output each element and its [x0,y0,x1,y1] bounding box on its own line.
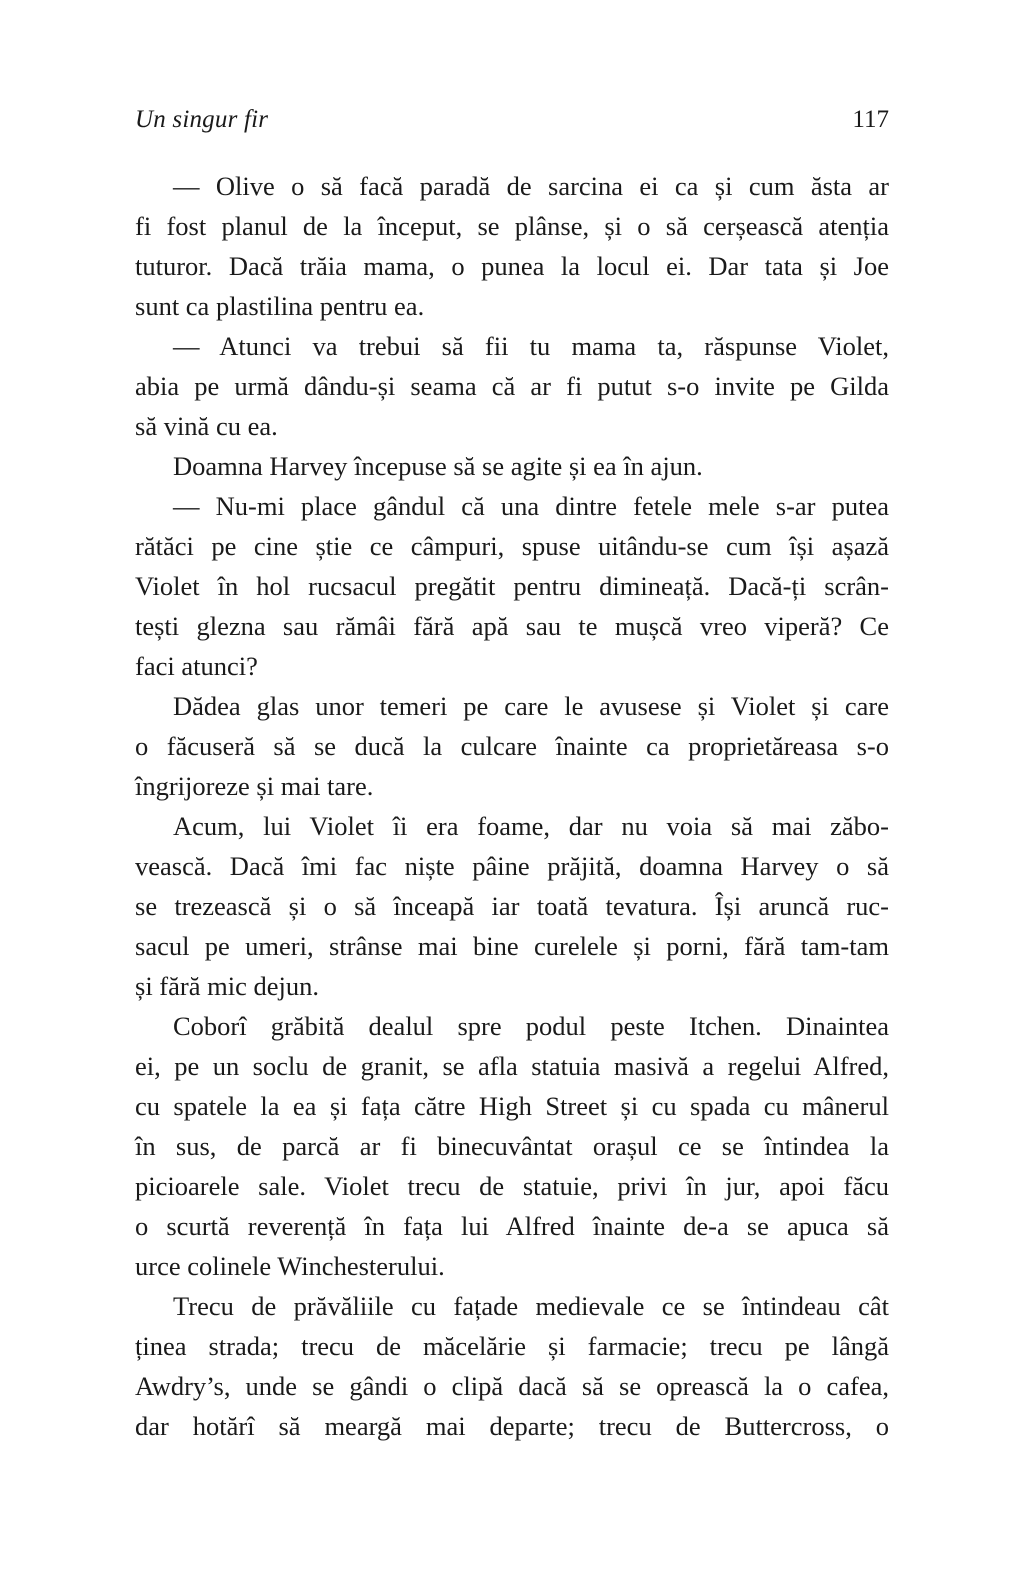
text-line: vească. Dacă îmi fac niște pâine prăjită, doamna Harvey o să [135,851,889,881]
text-line: tești glezna sau rămâi fără apă sau te mușcă vreo viperă? Ce [135,611,889,641]
text-line: Violet în hol rucsacul pregătit pentru dimineață. Dacă-ți scrân- [135,571,889,601]
paragraph [135,1006,889,1286]
page-header [135,103,889,136]
text-line: Coborî grăbită dealul spre podul peste Itchen. Dinaintea [173,1011,889,1041]
text-line: ei, pe un soclu de granit, se afla statuia masivă a regelui Alfred, [135,1051,889,1081]
paragraph [135,1286,889,1446]
text-line: Awdry’s, unde se gândi o clipă dacă să se oprească la o cafea, [135,1371,889,1401]
text-line: picioarele sale. Violet trecu de statuie, privi în jur, apoi făcu [135,1171,889,1201]
text-line: faci atunci? [135,651,258,681]
text-line: fi fost planul de la început, se plânse, și o să cerșească atenția [135,211,889,241]
page-number: 117 [852,106,889,133]
text-line: — Atunci va trebui să fii tu mama ta, răspunse Violet, [173,331,889,361]
text-line: în sus, de parcă ar fi binecuvântat orașul ce se întindea la [135,1131,889,1161]
text-line: Dădea glas unor temeri pe care le avusese și Violet și care [173,691,889,721]
text-line: sunt ca plastilina pentru ea. [135,291,425,321]
text-line: Acum, lui Violet îi era foame, dar nu voia să mai zăbo- [173,811,889,841]
text-line: să vină cu ea. [135,411,278,441]
text-line: se trezească și o să înceapă iar toată tevatura. Își aruncă ruc- [135,891,889,921]
text-line: o scurtă reverență în fața lui Alfred înainte de-a se apuca să [135,1211,889,1241]
paragraph [135,166,889,326]
paragraph [135,486,889,686]
text-line: Doamna Harvey începuse să se agite și ea în ajun. [173,451,703,481]
text-line: sacul pe umeri, strânse mai bine curelele și porni, fără tam-tam [135,931,889,961]
text-line: abia pe urmă dându-și seama că ar fi putut s-o invite pe Gilda [135,371,889,401]
text-line: cu spatele la ea și fața către High Street și cu spada cu mânerul [135,1091,889,1121]
text-line: urce colinele Winchesterului. [135,1251,445,1281]
text-line: — Olive o să facă paradă de sarcina ei ca și cum ăsta ar [173,171,889,201]
paragraph [135,326,889,446]
text-line: rătăci pe cine știe ce câmpuri, spuse uitându-se cum își așază [135,531,889,561]
paragraph [135,446,889,486]
text-line: dar hotărî să meargă mai departe; trecu de Buttercross, o [135,1411,889,1441]
running-head-title: Un singur fir [135,106,269,133]
paragraph [135,686,889,806]
text-line: Trecu de prăvăliile cu fațade medievale ce se întindeau cât [173,1291,889,1321]
text-line: tuturor. Dacă trăia mama, o punea la locul ei. Dar tata și Joe [135,251,889,281]
paragraph [135,806,889,1006]
text-line: și fără mic dejun. [135,971,319,1001]
text-line: o făcuseră să se ducă la culcare înainte ca proprietăreasa s-o [135,731,889,761]
text-line: îngrijoreze și mai tare. [135,771,374,801]
text-line: — Nu-mi place gândul că una dintre fetele mele s-ar putea [173,491,889,521]
page-body [135,166,889,1446]
text-line: ținea strada; trecu de măcelărie și farmacie; trecu pe lângă [135,1331,889,1361]
